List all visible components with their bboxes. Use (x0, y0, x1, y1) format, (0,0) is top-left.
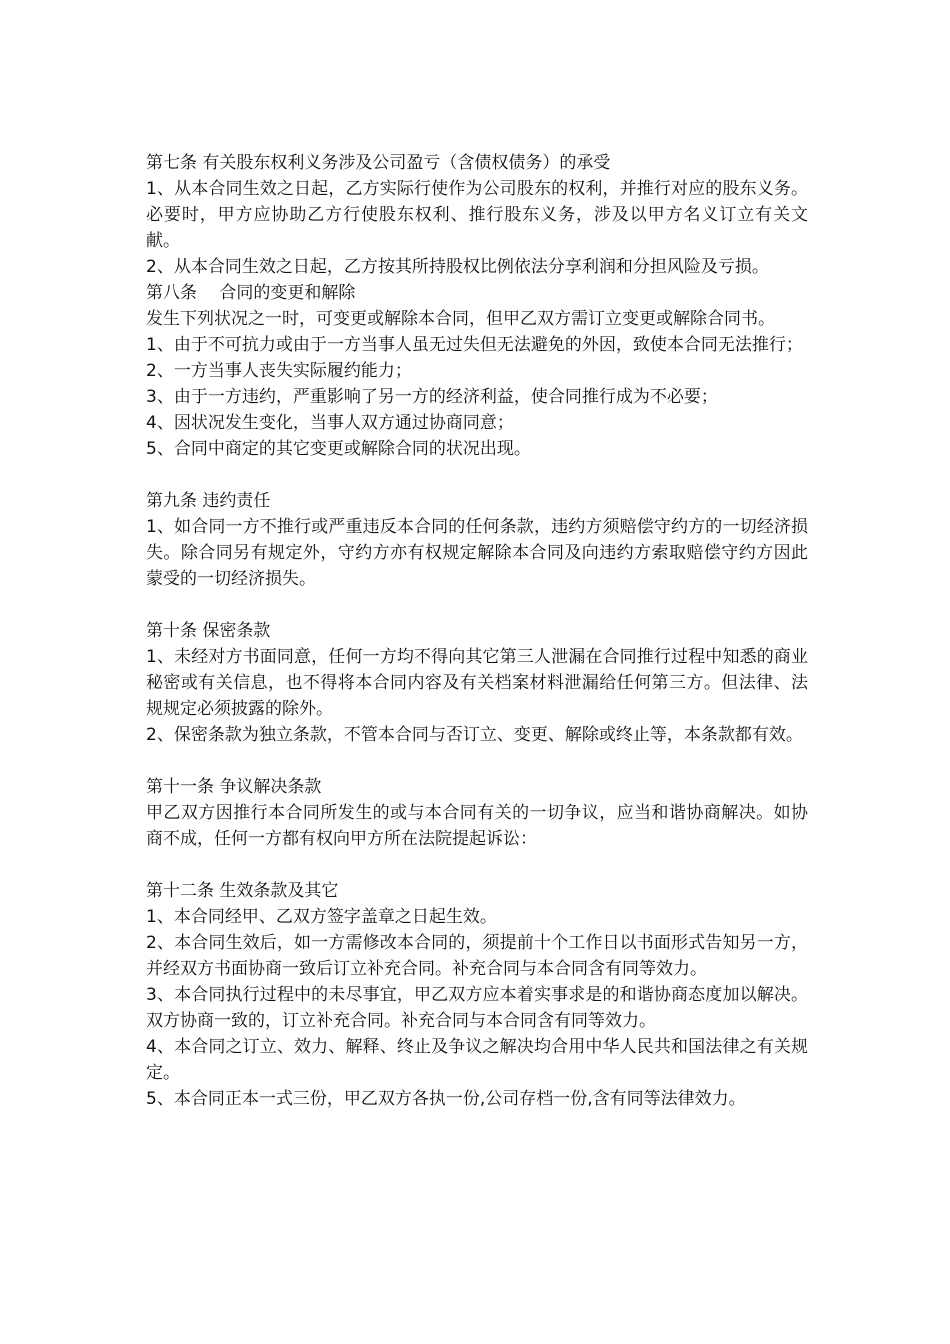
article-8-intro: 发生下列状况之一时，可变更或解除本合同，但甲乙双方需订立变更或解除合同书。 (146, 309, 775, 329)
article-12-clause-5: 5、本合同正本一式三份，甲乙双方各执一份,公司存档一份,含有同等法律效力。 (146, 1089, 746, 1109)
article-12-clause-4: 4、本合同之订立、效力、解释、终止及争议之解决均合用中华人民共和国法律之有关规定。 (146, 1037, 808, 1083)
blank-line (146, 748, 808, 774)
article-11-heading: 第十一条 争议解决条款 (146, 777, 322, 797)
article-8-clause-2: 2、一方当事人丧失实际履约能力； (146, 361, 412, 381)
article-12-clause-2: 2、本合同生效后，如一方需修改本合同的，须提前十个工作日以书面形式告知另一方，并经双方书面协商一致后订立补充合同。补充合同与本合同含有同等效力。 (146, 933, 808, 979)
article-10-clause-1: 1、未经对方书面同意，任何一方均不得向其它第三人泄漏在合同推行过程中知悉的商业秘密或有关信息，也不得将本合同内容及有关档案材料泄漏给任何第三方。但法律、法规规定必须披露的除外。 (146, 647, 808, 719)
article-10-heading: 第十条 保密条款 (146, 621, 271, 641)
blank-line (146, 462, 808, 488)
article-7-heading: 第七条 有关股东权利义务涉及公司盈亏（含债权债务）的承受 (146, 153, 611, 173)
article-9-clause-1: 1、如合同一方不推行或严重违反本合同的任何条款，违约方须赔偿守约方的一切经济损失。除合同另有规定外，守约方亦有权规定解除本合同及向违约方索取赔偿守约方因此蒙受的一切经济损失。 (146, 517, 808, 589)
blank-line (146, 592, 808, 618)
article-12-clause-1: 1、本合同经甲、乙双方签字盖章之日起生效。 (146, 907, 497, 927)
article-12-clause-3: 3、本合同执行过程中的未尽事宜，甲乙双方应本着实事求是的和谐协商态度加以解决。双方协商一致的，订立补充合同。补充合同与本合同含有同等效力。 (146, 985, 808, 1031)
article-8-clause-4: 4、因状况发生变化，当事人双方通过协商同意； (146, 413, 514, 433)
article-8-clause-5: 5、合同中商定的其它变更或解除合同的状况出现。 (146, 439, 531, 459)
article-7-clause-1: 1、从本合同生效之日起，乙方实际行使作为公司股东的权利，并推行对应的股东义务。必要时，甲方应协助乙方行使股东权利、推行股东义务，涉及以甲方名义订立有关文献。 (146, 179, 808, 251)
article-8-clause-3: 3、由于一方违约，严重影响了另一方的经济利益，使合同推行成为不必要； (146, 387, 718, 407)
article-7-clause-2: 2、从本合同生效之日起，乙方按其所持股权比例依法分享利润和分担风险及亏损。 (146, 257, 769, 277)
article-11-body: 甲乙双方因推行本合同所发生的或与本合同有关的一切争议，应当和谐协商解决。如协商不成，任何一方都有权向甲方所在法院提起诉讼： (146, 803, 808, 849)
article-8-clause-1: 1、由于不可抗力或由于一方当事人虽无过失但无法避免的外因，致使本合同无法推行； (146, 335, 803, 355)
contract-text (146, 150, 808, 1112)
article-12-heading: 第十二条 生效条款及其它 (146, 881, 339, 901)
article-10-clause-2: 2、保密条款为独立条款，不管本合同与否订立、变更、解除或终止等，本条款都有效。 (146, 725, 803, 745)
article-9-heading: 第九条 违约责任 (146, 491, 271, 511)
blank-line (146, 852, 808, 878)
article-8-heading: 第八条 合同的变更和解除 (146, 283, 356, 303)
